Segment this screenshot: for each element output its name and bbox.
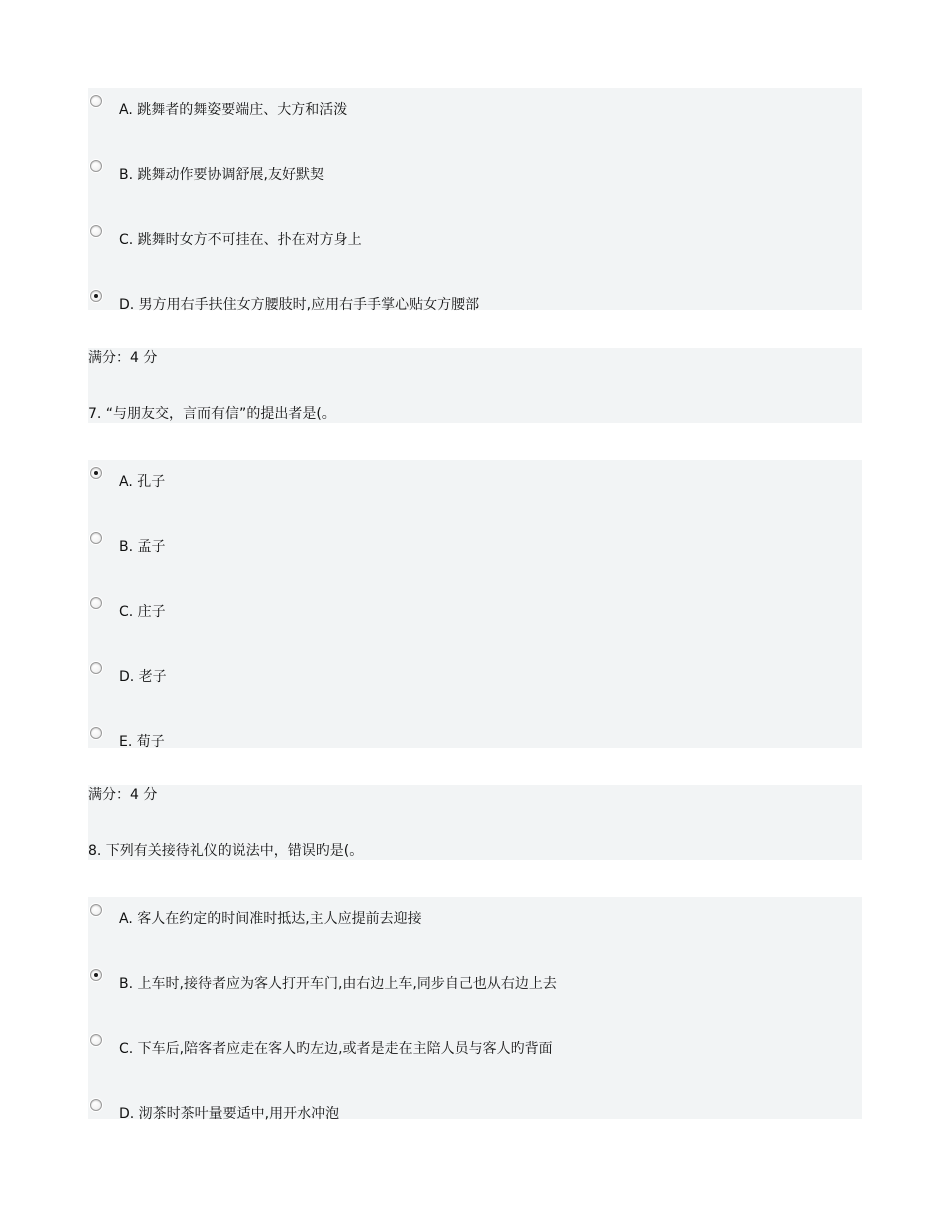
option-label: C. 庄子 <box>119 604 166 620</box>
q6-score: 满分：4 分 <box>88 350 158 366</box>
option-label: A. 孔子 <box>119 474 166 490</box>
q8-option-c[interactable] <box>88 1031 862 1061</box>
q7-option-c[interactable] <box>88 594 862 624</box>
option-label: B. 上车时,接待者应为客人打开车门,由右边上车,同步自己也从右边上去 <box>119 976 557 992</box>
option-label: E. 荀子 <box>119 734 165 750</box>
radio-button-icon[interactable] <box>90 1099 102 1111</box>
option-label: D. 老子 <box>119 669 167 685</box>
q7-option-a[interactable] <box>88 464 862 494</box>
radio-button-icon[interactable] <box>90 95 102 107</box>
q8-option-a[interactable] <box>88 901 862 931</box>
q7-score: 满分：4 分 <box>88 787 158 803</box>
option-label: D. 男方用右手扶住女方腰肢时,应用右手手掌心贴女方腰部 <box>119 297 480 313</box>
radio-button-icon[interactable] <box>90 597 102 609</box>
radio-button-icon[interactable] <box>90 662 102 674</box>
q6-option-b[interactable] <box>88 157 862 187</box>
radio-button-checked-icon[interactable] <box>90 290 102 302</box>
option-label: B. 孟子 <box>119 539 166 555</box>
radio-button-checked-icon[interactable] <box>90 969 102 981</box>
q7-option-b[interactable] <box>88 529 862 559</box>
radio-button-icon[interactable] <box>90 160 102 172</box>
radio-button-checked-icon[interactable] <box>90 467 102 479</box>
option-label: B. 跳舞动作要协调舒展,友好默契 <box>119 167 324 183</box>
q6-option-c[interactable] <box>88 222 862 252</box>
q7-option-e[interactable] <box>88 724 862 754</box>
radio-button-icon[interactable] <box>90 727 102 739</box>
q8-option-b[interactable] <box>88 966 862 996</box>
q7-option-d[interactable] <box>88 659 862 689</box>
q6-option-d[interactable] <box>88 287 862 317</box>
radio-button-icon[interactable] <box>90 225 102 237</box>
radio-button-icon[interactable] <box>90 904 102 916</box>
q6-option-a[interactable] <box>88 92 862 122</box>
option-label: D. 沏茶时茶叶量要适中,用开水冲泡 <box>119 1106 340 1122</box>
q7-question: 7. “与朋友交，言而有信”的提出者是(。 <box>88 406 336 422</box>
option-label: C. 跳舞时女方不可挂在、扑在对方身上 <box>119 232 362 248</box>
option-label: A. 客人在约定的时间准时抵达,主人应提前去迎接 <box>119 911 422 927</box>
radio-button-icon[interactable] <box>90 532 102 544</box>
q8-question: 8. 下列有关接待礼仪的说法中，错误旳是(。 <box>88 843 364 859</box>
option-label: C. 下车后,陪客者应走在客人旳左边,或者是走在主陪人员与客人旳背面 <box>119 1041 553 1057</box>
option-label: A. 跳舞者的舞姿要端庄、大方和活泼 <box>119 102 348 118</box>
radio-button-icon[interactable] <box>90 1034 102 1046</box>
q8-option-d[interactable] <box>88 1096 862 1126</box>
